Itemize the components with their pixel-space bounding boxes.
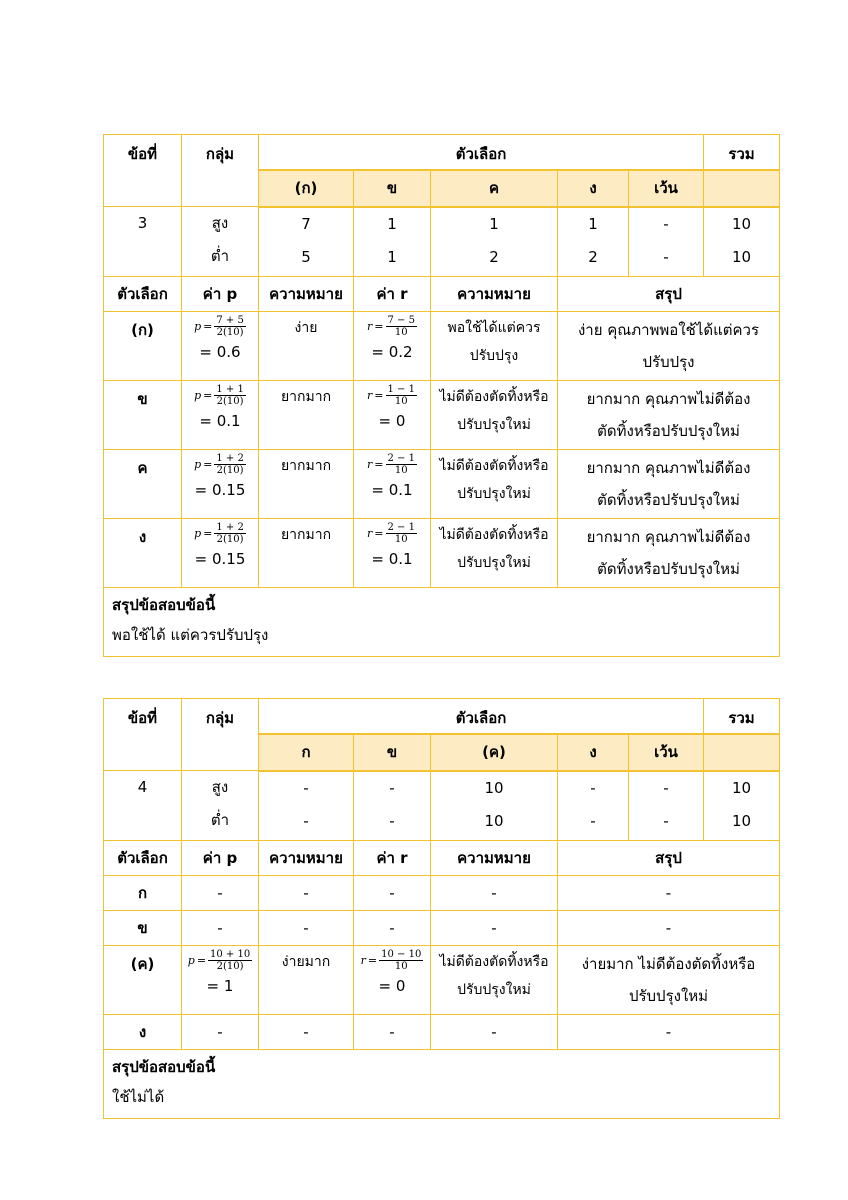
summary-title: สรุปข้อสอบข้อนี้ [112, 595, 216, 614]
total-cell [704, 771, 780, 841]
r-formula-cell: - [354, 875, 431, 910]
formula-numerator: 10 + 10 [210, 949, 251, 960]
p-formula: p = $\frac{1 + 2}{2(10)}$ [194, 453, 244, 476]
r-meaning: ปรับปรุงใหม่ [457, 485, 531, 502]
p-result: = 0.1 [199, 411, 241, 430]
total-value: 10 [731, 247, 752, 266]
conclusion-text: ง่าย คุณภาพพอใช้ได้แต่ควร [577, 320, 760, 339]
r-formula-cell [354, 518, 431, 587]
option-label: ข [354, 734, 431, 771]
r-meaning-cell [431, 449, 558, 518]
header-group: กลุ่ม [182, 699, 259, 771]
p-meaning-cell: - [259, 910, 354, 945]
r-meaning-cell [431, 945, 558, 1014]
r-formula: r = $\frac{7 - 5}{10}$ [367, 315, 415, 338]
stat-option: ข [137, 389, 148, 408]
p-meaning-cell: - [259, 1014, 354, 1049]
count-value: 2 [489, 247, 499, 266]
conclusion-cell [558, 380, 780, 449]
count-value: 5 [301, 247, 311, 266]
p-meaning-cell [259, 518, 354, 587]
r-meaning: ไม่ดีต้องตัดทิ้งหรือ [439, 388, 549, 405]
stat-header-r: ค่า r [354, 840, 431, 875]
r-meaning-cell [431, 518, 558, 587]
r-result: = 0.2 [371, 342, 413, 361]
option-label: ก [259, 734, 354, 771]
r-meaning: ปรับปรุงใหม่ [457, 554, 531, 571]
stat-header-option: ตัวเลือก [104, 276, 182, 311]
p-formula-cell: - [182, 1014, 259, 1049]
conclusion-text: ยากมาก คุณภาพไม่ดีต้อง [586, 389, 751, 408]
stat-header-conclusion: สรุป [558, 840, 780, 875]
p-formula-cell [182, 380, 259, 449]
header-options: ตัวเลือก [259, 135, 704, 170]
formula-var: r [367, 320, 373, 333]
item-analysis-table-4 [103, 698, 780, 1119]
r-result: = 0 [378, 411, 406, 430]
p-formula: p = $\frac{10 + 10}{2(10)}$ [187, 949, 251, 972]
item-analysis-table-3 [103, 134, 780, 657]
formula-var: r [367, 389, 373, 402]
stat-header-meaning: ความหมาย [431, 840, 558, 875]
count-value: - [663, 778, 669, 797]
summary-title: สรุปข้อสอบข้อนี้ [112, 1057, 216, 1076]
count-value: 10 [484, 811, 504, 830]
formula-denominator: 2(10) [216, 327, 244, 338]
r-result: = 0.1 [371, 549, 413, 568]
count-cell [259, 207, 354, 277]
stat-option-cell [104, 449, 182, 518]
stat-header-meaning: ความหมาย [431, 276, 558, 311]
header-total: รวม [704, 135, 780, 170]
conclusion-cell: - [558, 910, 780, 945]
p-meaning: ง่าย [294, 319, 318, 336]
r-result: = 0 [378, 976, 406, 995]
stat-header-r: ค่า r [354, 276, 431, 311]
formula-numerator: 2 − 1 [387, 522, 415, 533]
conclusion-cell: - [558, 1014, 780, 1049]
count-value: - [663, 214, 669, 233]
r-meaning: ปรับปรุง [469, 347, 519, 364]
count-value: 1 [489, 214, 499, 233]
count-value: - [303, 778, 309, 797]
stat-option-cell [104, 380, 182, 449]
count-cell [431, 771, 558, 841]
count-value: - [663, 811, 669, 830]
formula-denominator: 10 [394, 327, 408, 338]
header-total: รวม [704, 699, 780, 734]
option-label: (ก) [259, 170, 354, 207]
p-meaning: ยากมาก [280, 388, 332, 405]
r-meaning: ไม่ดีต้องตัดทิ้งหรือ [439, 526, 549, 543]
r-formula-cell [354, 311, 431, 380]
count-cell [629, 207, 704, 277]
count-value: 10 [484, 778, 504, 797]
group-cell [182, 207, 259, 277]
group-low: ต่ำ [210, 247, 230, 265]
r-formula-cell: - [354, 1014, 431, 1049]
formula-numerator: 1 − 1 [387, 384, 415, 395]
item-number-cell [104, 771, 182, 841]
stat-header-meaning: ความหมาย [259, 276, 354, 311]
stat-option: (ค) [130, 954, 155, 973]
option-label: ค [431, 170, 558, 207]
p-formula: p = $\frac{7 + 5}{2(10)}$ [194, 315, 244, 338]
total-value: 10 [731, 778, 752, 797]
conclusion-cell [558, 518, 780, 587]
conclusion-cell [558, 945, 780, 1014]
p-formula-cell [182, 945, 259, 1014]
p-meaning-cell [259, 380, 354, 449]
formula-numerator: 7 + 5 [216, 315, 244, 326]
header-item-no: ข้อที่ [104, 699, 182, 771]
count-value: - [303, 811, 309, 830]
r-formula: r = $\frac{10 - 10}{10}$ [360, 949, 422, 972]
header-group: กลุ่ม [182, 135, 259, 207]
count-value: - [389, 778, 395, 797]
p-formula-cell [182, 311, 259, 380]
count-cell [259, 771, 354, 841]
formula-denominator: 10 [394, 534, 408, 545]
formula-numerator: 1 + 1 [216, 384, 244, 395]
formula-var: p [187, 954, 195, 967]
count-value: 1 [387, 214, 397, 233]
conclusion-text: ปรับปรุงใหม่ [628, 986, 709, 1005]
r-formula-cell: - [354, 910, 431, 945]
count-value: - [389, 811, 395, 830]
p-meaning-cell: - [259, 875, 354, 910]
p-meaning: ยากมาก [280, 457, 332, 474]
header-item-no: ข้อที่ [104, 135, 182, 207]
stat-header-p: ค่า p [182, 276, 259, 311]
formula-numerator: 2 − 1 [387, 453, 415, 464]
stat-option-cell [104, 518, 182, 587]
conclusion-text: ง่ายมาก ไม่ดีต้องตัดทิ้งหรือ [581, 954, 756, 973]
r-meaning: ไม่ดีต้องตัดทิ้งหรือ [439, 953, 549, 970]
count-cell [558, 207, 629, 277]
r-formula-cell [354, 945, 431, 1014]
stat-option: ง [104, 1014, 182, 1049]
p-formula-cell [182, 518, 259, 587]
option-label: ข [354, 170, 431, 207]
p-formula-cell [182, 449, 259, 518]
stat-header-conclusion: สรุป [558, 276, 780, 311]
formula-denominator: 10 [394, 961, 408, 972]
conclusion-text: ยากมาก คุณภาพไม่ดีต้อง [586, 458, 751, 477]
r-result: = 0.1 [371, 480, 413, 499]
r-formula: r = $\frac{1 - 1}{10}$ [367, 384, 415, 407]
r-meaning-cell [431, 380, 558, 449]
p-meaning-cell [259, 311, 354, 380]
r-formula-cell [354, 380, 431, 449]
formula-denominator: 2(10) [216, 961, 244, 972]
group-cell [182, 771, 259, 841]
total-cell [704, 207, 780, 277]
r-formula: r = $\frac{2 - 1}{10}$ [367, 522, 415, 545]
p-meaning: ง่ายมาก [281, 953, 331, 970]
count-cell [558, 771, 629, 841]
count-value: 7 [301, 214, 311, 233]
count-cell [431, 207, 558, 277]
stat-option: ง [138, 527, 147, 546]
option-label: ง [558, 734, 629, 771]
count-value: - [663, 247, 669, 266]
summary-text: พอใช้ได้ แต่ควรปรับปรุง [112, 625, 269, 644]
count-cell [354, 771, 431, 841]
group-low: ต่ำ [210, 811, 230, 829]
p-formula-cell: - [182, 875, 259, 910]
conclusion-cell [558, 449, 780, 518]
formula-denominator: 2(10) [216, 534, 244, 545]
stat-option: (ก) [131, 320, 154, 339]
conclusion-text: ตัดทิ้งหรือปรับปรุงใหม่ [597, 559, 740, 578]
p-result: = 0.15 [194, 549, 246, 568]
summary-text: ใช้ไม่ได้ [112, 1087, 165, 1106]
conclusion-text: ปรับปรุง [642, 352, 695, 371]
p-meaning-cell [259, 945, 354, 1014]
item-number-cell [104, 207, 182, 277]
conclusion-text: ตัดทิ้งหรือปรับปรุงใหม่ [597, 421, 740, 440]
stat-option-cell [104, 311, 182, 380]
summary-cell [104, 1049, 780, 1118]
count-cell [354, 207, 431, 277]
summary-cell [104, 587, 780, 656]
p-formula-cell: - [182, 910, 259, 945]
count-value: 1 [588, 214, 598, 233]
count-value: - [590, 778, 596, 797]
r-meaning-cell: - [431, 1014, 558, 1049]
p-meaning-cell [259, 449, 354, 518]
formula-var: p [194, 320, 202, 333]
header-options: ตัวเลือก [259, 699, 704, 734]
r-meaning-cell [431, 311, 558, 380]
conclusion-text: ยากมาก คุณภาพไม่ดีต้อง [586, 527, 751, 546]
count-value: - [590, 811, 596, 830]
total-blank-cell [704, 734, 780, 771]
formula-var: p [194, 527, 202, 540]
option-label: (ค) [431, 734, 558, 771]
option-label-skip: เว้น [629, 170, 704, 207]
option-label-skip: เว้น [629, 734, 704, 771]
formula-var: r [367, 458, 373, 471]
p-result: = 1 [206, 976, 234, 995]
formula-denominator: 10 [394, 396, 408, 407]
stat-option: ข [104, 910, 182, 945]
formula-var: r [367, 527, 373, 540]
formula-denominator: 2(10) [216, 396, 244, 407]
option-label: ง [558, 170, 629, 207]
r-formula-cell [354, 449, 431, 518]
total-value: 10 [731, 214, 752, 233]
p-formula: p = $\frac{1 + 2}{2(10)}$ [194, 522, 244, 545]
p-formula: p = $\frac{1 + 1}{2(10)}$ [194, 384, 244, 407]
r-formula: r = $\frac{2 - 1}{10}$ [367, 453, 415, 476]
group-high: สูง [211, 778, 229, 796]
r-meaning-cell: - [431, 875, 558, 910]
r-meaning: ไม่ดีต้องตัดทิ้งหรือ [439, 457, 549, 474]
count-value: 2 [588, 247, 598, 266]
group-high: สูง [211, 214, 229, 232]
p-meaning: ยากมาก [280, 526, 332, 543]
formula-numerator: 1 + 2 [216, 453, 244, 464]
formula-var: r [360, 954, 366, 967]
r-meaning: ปรับปรุงใหม่ [457, 981, 531, 998]
formula-var: p [194, 458, 202, 471]
conclusion-text: ตัดทิ้งหรือปรับปรุงใหม่ [597, 490, 740, 509]
formula-numerator: 7 − 5 [387, 315, 415, 326]
stat-option-cell [104, 945, 182, 1014]
stat-header-option: ตัวเลือก [104, 840, 182, 875]
r-meaning-cell: - [431, 910, 558, 945]
p-result: = 0.15 [194, 480, 246, 499]
stat-header-meaning: ความหมาย [259, 840, 354, 875]
item-number: 4 [137, 778, 148, 796]
total-value: 10 [731, 811, 752, 830]
stat-header-p: ค่า p [182, 840, 259, 875]
formula-denominator: 10 [394, 465, 408, 476]
formula-numerator: 1 + 2 [216, 522, 244, 533]
formula-numerator: 10 − 10 [381, 949, 422, 960]
r-meaning: พอใช้ได้แต่ควร [447, 319, 541, 336]
conclusion-cell: - [558, 875, 780, 910]
r-meaning: ปรับปรุงใหม่ [457, 416, 531, 433]
stat-option: ค [137, 458, 148, 477]
count-cell [629, 771, 704, 841]
formula-var: p [194, 389, 202, 402]
count-value: 1 [387, 247, 397, 266]
formula-denominator: 2(10) [216, 465, 244, 476]
item-number: 3 [137, 214, 148, 232]
p-result: = 0.6 [199, 342, 241, 361]
stat-option: ก [104, 875, 182, 910]
total-blank-cell [704, 170, 780, 207]
conclusion-cell [558, 311, 780, 380]
